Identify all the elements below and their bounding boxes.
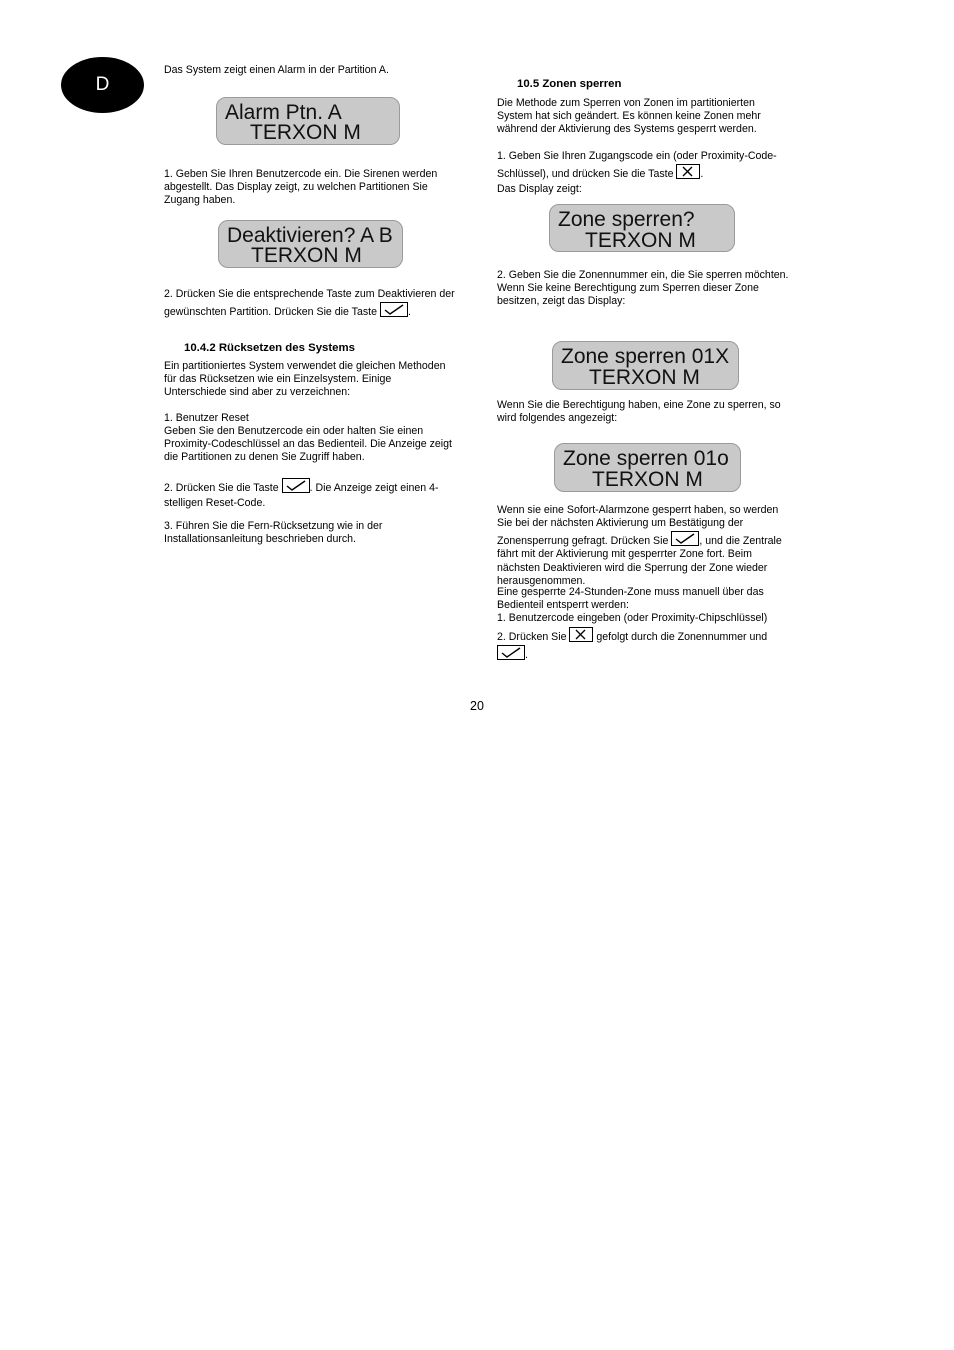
check-key-icon <box>497 645 525 660</box>
lcd-line1: Zone sperren? <box>558 208 695 231</box>
lcd-display-zone-locked <box>554 443 741 492</box>
lcd-line1: Alarm Ptn. A <box>225 101 342 124</box>
reset-title: 1. Benutzer Reset <box>164 412 249 424</box>
lcd-line1: Zone sperren 01X <box>561 345 730 368</box>
page-number: 20 <box>470 699 484 713</box>
lcd-line2: TERXON M <box>592 468 703 491</box>
language-badge: D <box>61 57 144 113</box>
right-auth-text: Wenn Sie die Berechtigung haben, eine Zone zu sperren, so wird folgendes angezeigt: <box>497 399 781 424</box>
x-key-icon <box>676 164 700 179</box>
x-key-icon <box>569 627 593 642</box>
check-key-icon <box>380 302 408 317</box>
left-step1: 1. Geben Sie Ihren Benutzercode ein. Die Sirenen werden abgestellt. Das Display zeigt, zu welchen Partitionen Sie Zugang haben. <box>164 168 438 206</box>
reset-step2: 2. Drücken Sie die Taste . Die Anzeige zeigt einen 4-stelligen Reset-Code. <box>164 478 460 511</box>
right-24h-step2: 2. Drücken Sie gefolgt durch die Zonennummer und . <box>497 627 793 663</box>
reset-step3: 3. Führen Sie die Fern-Rücksetzung wie in der Installationsanleitung beschrieben durch. <box>164 520 383 545</box>
left-section-p1: Ein partitioniertes System verwendet die gleichen Methoden für das Rücksetzen wie ein Einzelsystem. Einige Unterschiede sind aber zu verzeichnen: <box>164 360 446 398</box>
lcd-display-zone-denied <box>552 341 739 390</box>
right-step1: 1. Geben Sie Ihren Zugangscode ein (oder Proximity-Code-Schlüssel), und drücken Sie die Taste . Das Display zeigt: <box>497 150 777 195</box>
right-24h-step1: 1. Benutzercode eingeben (oder Proximity-Chipschlüssel) <box>497 612 768 624</box>
right-alarm-text: Wenn sie eine Sofort-Alarmzone gesperrt haben, so werden Sie bei der nächsten Aktivierung um Bestätigung der Zonensperrung gefragt. Drücken Sie , und die Zentrale fährt mit der Aktivierung mit gesperrter Zone fort. Beim nächsten Deaktivieren wird die Sperrung der Zone wieder herausgenommen. <box>497 504 782 588</box>
left-step2: 2. Drücken Sie die entsprechende Taste zum Deaktivieren der gewünschten Partition. Drücken Sie die Taste . <box>164 288 455 318</box>
check-key-icon <box>282 478 310 493</box>
lcd-line2: TERXON M <box>251 244 362 267</box>
check-key-icon <box>671 531 699 546</box>
reset-text: Geben Sie den Benutzercode ein oder halten Sie einen Proximity-Codeschlüssel an das Bedienteil. Die Anzeige zeigt die Partitionen zu denen Sie Zugriff haben. <box>164 425 452 463</box>
lcd-line1: Deaktivieren? A B <box>227 224 393 247</box>
lcd-display-zone-lock <box>549 204 735 252</box>
section-title-zones: 10.5 Zonen sperren <box>517 78 622 90</box>
left-intro: Das System zeigt einen Alarm in der Partition A. <box>164 64 389 76</box>
lcd-display-deactivate <box>218 220 403 268</box>
section-title-reset: 10.4.2 Rücksetzen des Systems <box>184 342 355 354</box>
right-step2: 2. Geben Sie die Zonennummer ein, die Sie sperren möchten. Wenn Sie keine Berechtigung zum Sperren dieser Zone besitzen, zeigt das Display: <box>497 269 789 307</box>
lcd-line2: TERXON M <box>589 366 700 389</box>
lcd-display-alarm <box>216 97 400 145</box>
right-intro: Die Methode zum Sperren von Zonen im partitionierten System hat sich geändert. Es können keine Zonen mehr während der Aktivierung des Systems gesperrt werden. <box>497 97 761 135</box>
right-24h-text: Eine gesperrte 24-Stunden-Zone muss manuell über das Bedienteil entsperrt werden: <box>497 586 764 611</box>
lcd-line2: TERXON M <box>585 229 696 252</box>
lcd-line2: TERXON M <box>250 121 361 144</box>
lcd-line1: Zone sperren 01o <box>563 447 729 470</box>
